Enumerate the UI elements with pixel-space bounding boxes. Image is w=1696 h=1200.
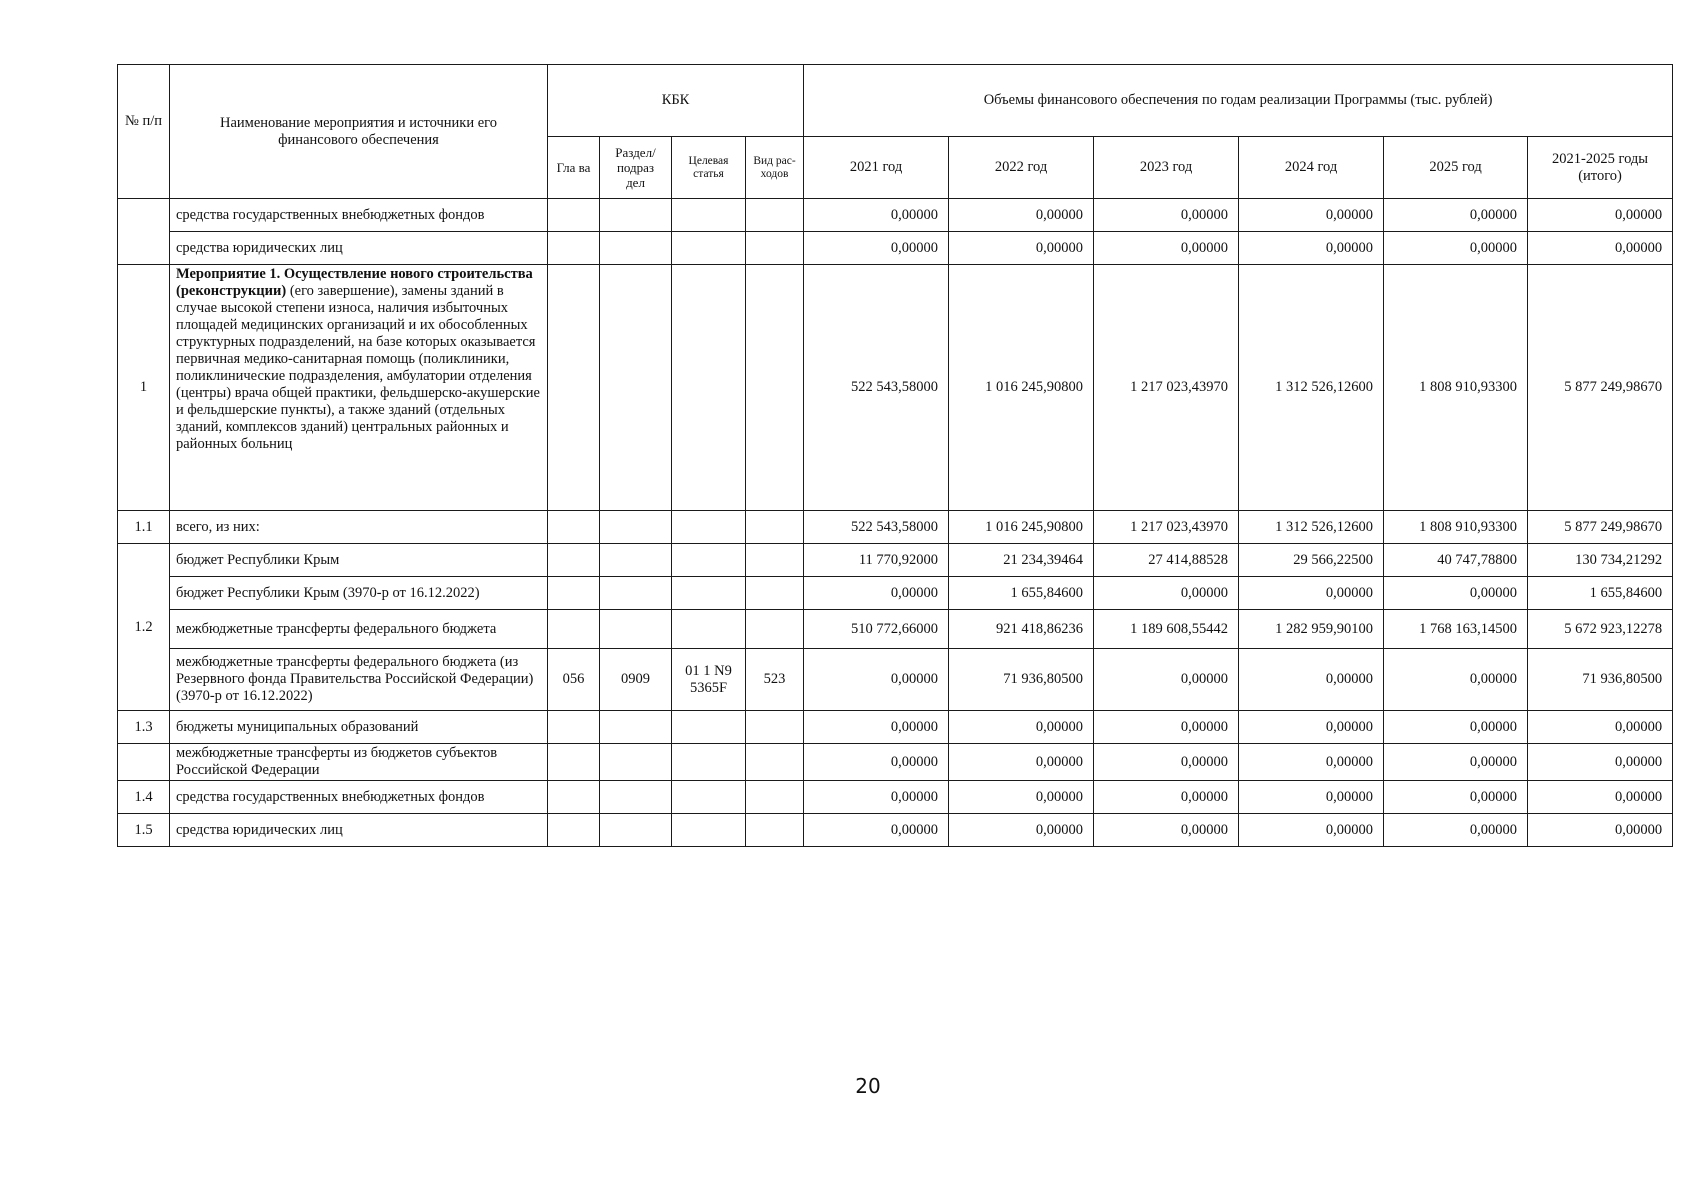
header-year-2021: 2021 год xyxy=(804,137,949,199)
value-2023: 0,00000 xyxy=(1094,814,1239,847)
value-2025: 0,00000 xyxy=(1384,711,1528,744)
row-name-bold: Мероприятие 1. Осуществление нового строительства (реконструкции) xyxy=(176,266,533,299)
value-2024: 1 312 526,12600 xyxy=(1239,511,1384,544)
kbk-glava-cell xyxy=(548,511,600,544)
table-row xyxy=(118,711,1673,744)
value-2023: 27 414,88528 xyxy=(1094,544,1239,577)
value-2023: 0,00000 xyxy=(1094,199,1239,232)
value-2025: 0,00000 xyxy=(1384,232,1528,265)
kbk-tselevaya-cell xyxy=(672,232,746,265)
kbk-razdel-cell xyxy=(600,610,672,649)
value-2021: 0,00000 xyxy=(804,744,949,781)
kbk-tselevaya-cell: 01 1 N9 5365F xyxy=(672,649,746,711)
value-2024: 1 282 959,90100 xyxy=(1239,610,1384,649)
value-2021: 11 770,92000 xyxy=(804,544,949,577)
kbk-glava-cell: 056 xyxy=(548,649,600,711)
kbk-glava-cell xyxy=(548,577,600,610)
header-kbk: КБК xyxy=(548,65,804,137)
value-total: 1 655,84600 xyxy=(1528,577,1673,610)
kbk-glava-cell xyxy=(548,265,600,511)
value-2021: 0,00000 xyxy=(804,711,949,744)
kbk-razdel-cell: 0909 xyxy=(600,649,672,711)
value-2025: 0,00000 xyxy=(1384,781,1528,814)
row-num-cell: 1.2 xyxy=(118,544,170,711)
value-2024: 0,00000 xyxy=(1239,744,1384,781)
value-total: 5 672 923,12278 xyxy=(1528,610,1673,649)
kbk-tselevaya-cell xyxy=(672,544,746,577)
value-2022: 0,00000 xyxy=(949,232,1094,265)
row-name-cell: средства государственных внебюджетных фондов xyxy=(170,199,548,232)
kbk-tselevaya-cell xyxy=(672,199,746,232)
table-row xyxy=(118,744,1673,781)
kbk-razdel-cell xyxy=(600,232,672,265)
value-2022: 0,00000 xyxy=(949,199,1094,232)
value-total: 0,00000 xyxy=(1528,711,1673,744)
value-2021: 510 772,66000 xyxy=(804,610,949,649)
kbk-glava-cell xyxy=(548,711,600,744)
value-2025: 1 808 910,93300 xyxy=(1384,511,1528,544)
value-total: 0,00000 xyxy=(1528,232,1673,265)
value-2024: 0,00000 xyxy=(1239,577,1384,610)
value-2023: 0,00000 xyxy=(1094,577,1239,610)
value-2024: 0,00000 xyxy=(1239,711,1384,744)
row-num-cell: 1 xyxy=(118,265,170,511)
kbk-razdel-cell xyxy=(600,265,672,511)
kbk-razdel-cell xyxy=(600,577,672,610)
value-total: 5 877 249,98670 xyxy=(1528,511,1673,544)
table-row xyxy=(118,265,1673,511)
table-row xyxy=(118,610,1673,649)
header-year-2022: 2022 год xyxy=(949,137,1094,199)
value-total: 5 877 249,98670 xyxy=(1528,265,1673,511)
table-row xyxy=(118,199,1673,232)
value-2025: 0,00000 xyxy=(1384,649,1528,711)
value-2022: 0,00000 xyxy=(949,711,1094,744)
header-year-2024: 2024 год xyxy=(1239,137,1384,199)
table-row xyxy=(118,649,1673,711)
table-row xyxy=(118,232,1673,265)
row-num-cell: 1.1 xyxy=(118,511,170,544)
kbk-razdel-cell xyxy=(600,544,672,577)
value-2025: 0,00000 xyxy=(1384,577,1528,610)
kbk-tselevaya-cell xyxy=(672,577,746,610)
value-2021: 522 543,58000 xyxy=(804,511,949,544)
kbk-tselevaya-cell xyxy=(672,781,746,814)
kbk-vid-cell xyxy=(746,610,804,649)
row-name-cell: бюджет Республики Крым (3970-р от 16.12.2022) xyxy=(170,577,548,610)
kbk-razdel-cell xyxy=(600,199,672,232)
value-2022: 1 016 245,90800 xyxy=(949,265,1094,511)
kbk-tselevaya-cell xyxy=(672,265,746,511)
page-number: 20 xyxy=(855,1074,881,1098)
table-row xyxy=(118,814,1673,847)
value-2022: 1 016 245,90800 xyxy=(949,511,1094,544)
value-2021: 0,00000 xyxy=(804,781,949,814)
value-2021: 0,00000 xyxy=(804,814,949,847)
row-name-cell: средства государственных внебюджетных фондов xyxy=(170,781,548,814)
value-2025: 40 747,78800 xyxy=(1384,544,1528,577)
kbk-vid-cell: 523 xyxy=(746,649,804,711)
value-total: 71 936,80500 xyxy=(1528,649,1673,711)
row-name-cell: средства юридических лиц xyxy=(170,232,548,265)
row-name-cell: межбюджетные трансферты федерального бюджета (из Резервного фонда Правительства Российской Федерации) (3970-р от 16.12.2022) xyxy=(170,649,548,711)
kbk-glava-cell xyxy=(548,610,600,649)
value-2022: 921 418,86236 xyxy=(949,610,1094,649)
row-name-cell: межбюджетные трансферты из бюджетов субъектов Российской Федерации xyxy=(170,744,548,781)
table-row xyxy=(118,577,1673,610)
row-name-cell xyxy=(170,265,548,511)
value-2024: 0,00000 xyxy=(1239,199,1384,232)
row-name-cell: бюджет Республики Крым xyxy=(170,544,548,577)
header-kbk-razdel: Раздел/ подраз дел xyxy=(600,137,672,199)
header-volumes: Объемы финансового обеспечения по годам реализации Программы (тыс. рублей) xyxy=(804,65,1673,137)
table-row xyxy=(118,511,1673,544)
row-num-cell xyxy=(118,199,170,265)
value-2025: 1 768 163,14500 xyxy=(1384,610,1528,649)
value-2022: 0,00000 xyxy=(949,814,1094,847)
kbk-glava-cell xyxy=(548,232,600,265)
value-2023: 0,00000 xyxy=(1094,744,1239,781)
value-2023: 0,00000 xyxy=(1094,649,1239,711)
row-name-cell: средства юридических лиц xyxy=(170,814,548,847)
kbk-vid-cell xyxy=(746,814,804,847)
value-2023: 0,00000 xyxy=(1094,781,1239,814)
value-2023: 1 217 023,43970 xyxy=(1094,265,1239,511)
value-2024: 0,00000 xyxy=(1239,781,1384,814)
row-num-cell: 1.3 xyxy=(118,711,170,744)
value-2021: 0,00000 xyxy=(804,232,949,265)
value-2022: 71 936,80500 xyxy=(949,649,1094,711)
value-2022: 21 234,39464 xyxy=(949,544,1094,577)
value-total: 0,00000 xyxy=(1528,781,1673,814)
value-2024: 0,00000 xyxy=(1239,649,1384,711)
value-2022: 1 655,84600 xyxy=(949,577,1094,610)
row-name-cell: бюджеты муниципальных образований xyxy=(170,711,548,744)
header-kbk-glava: Гла ва xyxy=(548,137,600,199)
header-name: Наименование мероприятия и источники его финансового обеспечения xyxy=(170,65,548,199)
value-2021: 0,00000 xyxy=(804,649,949,711)
kbk-glava-cell xyxy=(548,199,600,232)
header-row-1 xyxy=(118,65,1673,137)
kbk-vid-cell xyxy=(746,199,804,232)
row-name-cell: всего, из них: xyxy=(170,511,548,544)
value-2023: 1 189 608,55442 xyxy=(1094,610,1239,649)
header-num: № п/п xyxy=(118,65,170,199)
value-total: 0,00000 xyxy=(1528,744,1673,781)
value-2025: 0,00000 xyxy=(1384,814,1528,847)
table-row xyxy=(118,781,1673,814)
row-num-cell xyxy=(118,744,170,781)
value-2025: 1 808 910,93300 xyxy=(1384,265,1528,511)
row-num-cell: 1.4 xyxy=(118,781,170,814)
value-2025: 0,00000 xyxy=(1384,744,1528,781)
value-total: 0,00000 xyxy=(1528,199,1673,232)
value-2024: 0,00000 xyxy=(1239,232,1384,265)
header-year-total: 2021-2025 годы (итого) xyxy=(1528,137,1673,199)
value-total: 0,00000 xyxy=(1528,814,1673,847)
row-num-cell: 1.5 xyxy=(118,814,170,847)
kbk-vid-cell xyxy=(746,744,804,781)
financing-table xyxy=(117,64,1673,847)
kbk-razdel-cell xyxy=(600,744,672,781)
header-kbk-vid: Вид рас- ходов xyxy=(746,137,804,199)
kbk-tselevaya-cell xyxy=(672,711,746,744)
kbk-tselevaya-cell xyxy=(672,511,746,544)
kbk-tselevaya-cell xyxy=(672,610,746,649)
row-name-cell: межбюджетные трансферты федерального бюджета xyxy=(170,610,548,649)
kbk-razdel-cell xyxy=(600,814,672,847)
value-2024: 0,00000 xyxy=(1239,814,1384,847)
value-2021: 0,00000 xyxy=(804,577,949,610)
kbk-vid-cell xyxy=(746,781,804,814)
kbk-vid-cell xyxy=(746,511,804,544)
kbk-glava-cell xyxy=(548,814,600,847)
kbk-vid-cell xyxy=(746,232,804,265)
value-total: 130 734,21292 xyxy=(1528,544,1673,577)
value-2021: 0,00000 xyxy=(804,199,949,232)
value-2021: 522 543,58000 xyxy=(804,265,949,511)
value-2024: 1 312 526,12600 xyxy=(1239,265,1384,511)
value-2023: 1 217 023,43970 xyxy=(1094,511,1239,544)
header-year-2023: 2023 год xyxy=(1094,137,1239,199)
value-2022: 0,00000 xyxy=(949,744,1094,781)
kbk-razdel-cell xyxy=(600,781,672,814)
value-2023: 0,00000 xyxy=(1094,711,1239,744)
kbk-glava-cell xyxy=(548,744,600,781)
kbk-glava-cell xyxy=(548,781,600,814)
kbk-vid-cell xyxy=(746,711,804,744)
header-kbk-tselevaya: Целевая статья xyxy=(672,137,746,199)
value-2024: 29 566,22500 xyxy=(1239,544,1384,577)
value-2022: 0,00000 xyxy=(949,781,1094,814)
kbk-razdel-cell xyxy=(600,711,672,744)
value-2025: 0,00000 xyxy=(1384,199,1528,232)
value-2023: 0,00000 xyxy=(1094,232,1239,265)
kbk-glava-cell xyxy=(548,544,600,577)
kbk-vid-cell xyxy=(746,265,804,511)
kbk-tselevaya-cell xyxy=(672,744,746,781)
kbk-razdel-cell xyxy=(600,511,672,544)
kbk-vid-cell xyxy=(746,544,804,577)
table-row xyxy=(118,544,1673,577)
kbk-vid-cell xyxy=(746,577,804,610)
row-name-text: (его завершение), замены зданий в случае высокой степени износа, наличия избыточных площадей медицинских организаций и их обособленных структурных подразделений, на базе которых оказывается первичная медико-санитарная помощь (поликлиники, поликлинические подразделения, амбулатории отделения (центры) врача общей практики, фельдшерско-акушерские и фельдшерские пункты), а также зданий (отдельных зданий, комплексов зданий) центральных районных и районных больниц xyxy=(176,283,540,452)
header-year-2025: 2025 год xyxy=(1384,137,1528,199)
kbk-tselevaya-cell xyxy=(672,814,746,847)
